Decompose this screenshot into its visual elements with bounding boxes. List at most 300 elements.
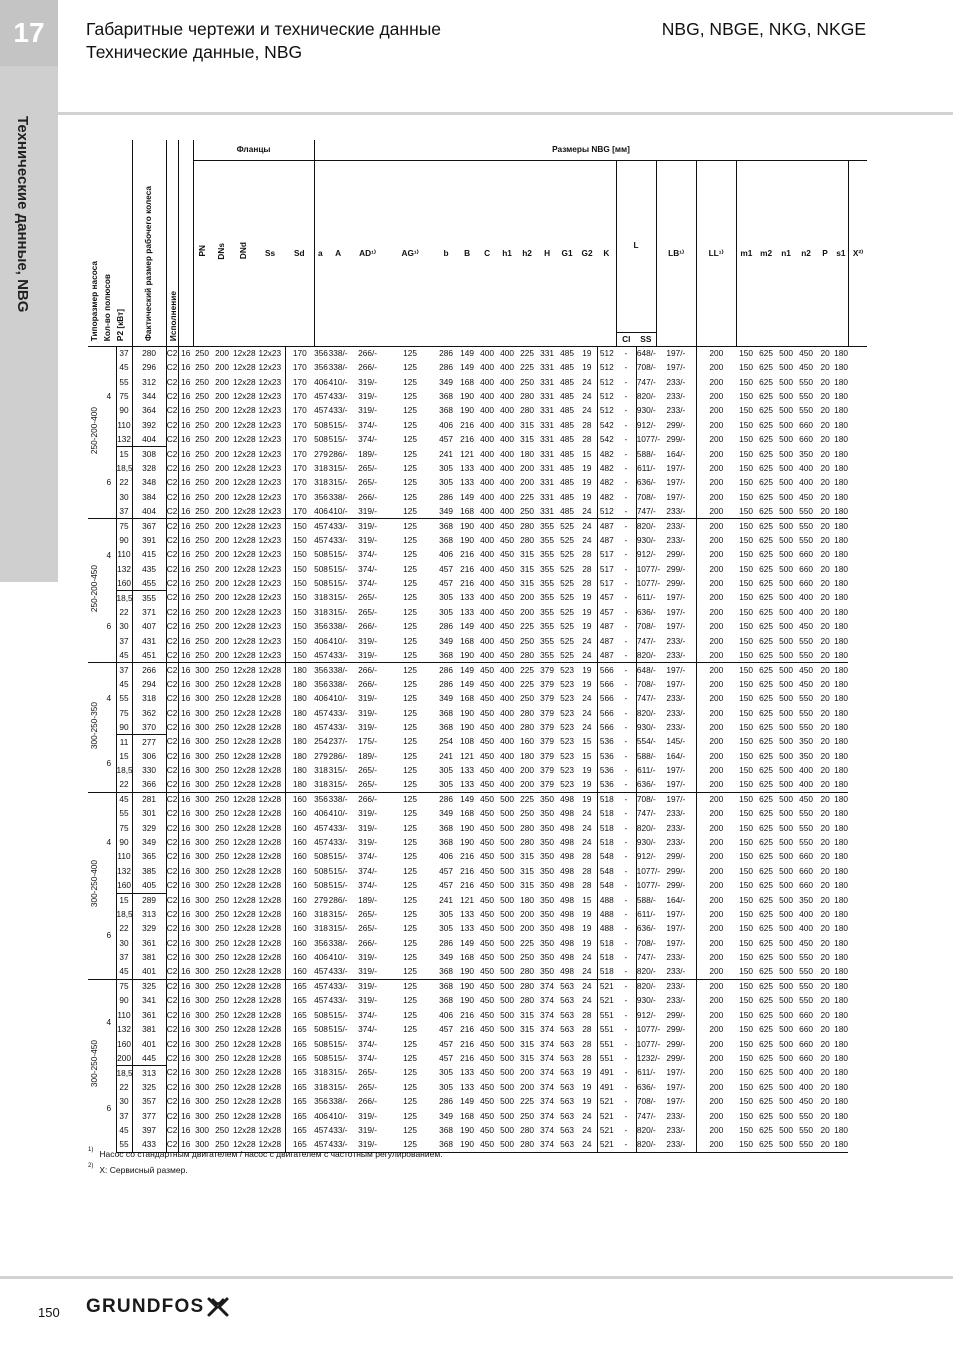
table-cell: 45 (116, 677, 132, 691)
table-cell: 930/- (636, 835, 656, 849)
table-cell: 300 (195, 822, 209, 833)
table-cell: 12x28 (233, 534, 256, 545)
table-cell: 299/- (666, 1024, 686, 1035)
table-cell: 344 (132, 389, 166, 403)
table-cell: 12x28 (233, 376, 256, 387)
footnote-2: $^{2)}$ X: Сервисный размер. (88, 1162, 188, 1175)
table-cell: 250 (215, 1110, 229, 1121)
table-cell: - (624, 909, 628, 920)
table-cell: 250 (195, 419, 209, 430)
table-cell: C2 (166, 692, 178, 706)
table-cell: 305 (439, 923, 453, 934)
table-cell: 508 (314, 434, 328, 445)
table-cell: C2 (166, 936, 178, 950)
table-cell: 180 (520, 894, 534, 905)
table-cell: 160 (285, 835, 314, 849)
table-cell: - (624, 505, 628, 516)
table-cell: 125 (403, 1110, 417, 1121)
table-cell: 315 (520, 563, 534, 574)
table-cell: 410/- (328, 376, 348, 387)
table-cell: 19 (577, 792, 597, 806)
table-cell: 457 (439, 578, 453, 589)
table-cell: 133 (460, 923, 474, 934)
table-cell: 150 (285, 620, 314, 634)
table-cell: 508 (314, 578, 328, 589)
table-cell: 820/- (636, 648, 656, 662)
table-cell: 20 (820, 837, 830, 848)
table-cell: 356 (314, 663, 326, 677)
table-cell: 450 (480, 808, 494, 819)
table-cell: 368 (435, 1138, 457, 1152)
table-cell: 281 (132, 792, 166, 806)
table-cell: 512 (597, 346, 616, 360)
table-cell: 508 (314, 1052, 328, 1063)
table-cell: 12x28 (233, 578, 256, 589)
table-cell: 374/- (358, 865, 378, 876)
table-cell: 12x28 (233, 477, 256, 488)
table-cell: 498 (560, 822, 574, 833)
table-cell: 450 (480, 923, 494, 934)
table-cell: - (624, 1024, 628, 1035)
table-cell: - (624, 880, 628, 891)
table-cell: 500 (779, 923, 793, 934)
table-cell: 12x28 (233, 434, 256, 445)
footer-rule (0, 1276, 953, 1279)
table-row (88, 418, 867, 432)
table-cell: 200 (696, 879, 736, 893)
table-row (88, 1123, 867, 1137)
table-cell: 450 (480, 1038, 494, 1049)
table-cell: 15 (116, 893, 132, 907)
table-cell: 12x28 (233, 952, 256, 963)
table-cell: 300 (195, 851, 209, 862)
table-cell: 197/- (666, 678, 686, 689)
table-cell: 200 (696, 951, 736, 965)
table-cell: 500 (779, 693, 793, 704)
table-cell: 180 (834, 1038, 848, 1049)
table-cell: 22 (116, 476, 132, 490)
table-cell: - (624, 534, 628, 545)
table-cell: 305 (439, 1067, 453, 1078)
table-cell: 18,5 (116, 1066, 132, 1080)
table-cell: 12x23 (258, 362, 282, 373)
table-cell: 518 (597, 936, 616, 950)
table-cell: 180 (834, 534, 848, 545)
table-cell: 180 (834, 822, 848, 833)
header-col-9: H (537, 160, 557, 346)
table-cell: C2 (166, 548, 178, 562)
table-cell: 125 (403, 707, 417, 718)
table-cell: 355 (540, 606, 554, 617)
table-row (88, 1051, 867, 1065)
table-cell: 400 (799, 779, 813, 790)
table-cell: 16 (178, 447, 193, 461)
table-cell: 508 (314, 851, 328, 862)
table-cell: C2 (166, 720, 178, 734)
table-cell: 625 (759, 419, 773, 430)
table-cell: 747/- (636, 692, 656, 706)
header-L: L (616, 160, 656, 332)
table-cell: 588/- (636, 893, 656, 907)
table-cell: 19 (582, 606, 592, 617)
table-cell: 265/- (358, 606, 378, 617)
table-cell: 500 (779, 822, 793, 833)
table-row (88, 1037, 867, 1051)
table-cell: 450 (480, 1009, 494, 1020)
table-cell: 500 (779, 851, 793, 862)
table-cell: 200 (696, 404, 736, 418)
table-cell: 536 (597, 764, 616, 778)
table-cell: 197/- (666, 1067, 686, 1078)
table-row (88, 663, 867, 677)
table-cell: 12x23 (255, 346, 285, 360)
table-cell: 12x28 (233, 808, 256, 819)
table-cell: 450 (799, 621, 813, 632)
table-cell: C2 (166, 1138, 178, 1152)
header-col-6: C (477, 160, 497, 346)
table-cell: 450 (796, 663, 816, 677)
table-cell: 125 (385, 346, 435, 360)
table-cell: 180 (834, 419, 848, 430)
table-cell: 500 (500, 1038, 514, 1049)
table-cell: 550 (799, 721, 813, 732)
table-cell: 28 (582, 578, 592, 589)
table-cell: 133 (460, 1081, 474, 1092)
table-cell: 15 (582, 448, 592, 459)
table-cell: 200 (211, 519, 233, 533)
table-cell: 165 (285, 1123, 314, 1137)
table-cell: - (624, 592, 628, 603)
table-cell: 660 (799, 563, 813, 574)
table-cell: 150 (285, 576, 314, 590)
table-cell: 19 (582, 491, 592, 502)
table-cell: 16 (178, 375, 193, 389)
table-cell: 300 (193, 979, 211, 993)
table-cell: 110 (116, 1008, 132, 1022)
table-cell: 820/- (636, 1123, 656, 1137)
table-cell: - (624, 462, 628, 473)
table-cell: 450 (480, 736, 494, 747)
table-cell: 500 (500, 1024, 514, 1035)
table-cell: 160 (116, 576, 132, 590)
table-cell: 305 (439, 592, 453, 603)
table-cell: 318 (314, 779, 328, 790)
table-row (88, 576, 867, 590)
table-cell: 22 (116, 605, 132, 619)
table-cell: 216 (460, 1052, 474, 1063)
table-cell: 165 (285, 1109, 314, 1123)
table-cell: 28 (582, 1038, 592, 1049)
table-row (88, 1008, 867, 1022)
table-cell: 374 (540, 1024, 554, 1035)
table-cell: 160 (285, 850, 314, 864)
table-cell: 400 (500, 376, 514, 387)
table-cell: 563 (560, 1038, 574, 1049)
table-cell: 400 (500, 678, 514, 689)
table-cell: 457 (314, 1124, 328, 1135)
table-cell: 445 (132, 1051, 166, 1065)
table-cell: 200 (696, 605, 736, 619)
table-cell: 625 (756, 346, 776, 360)
table-cell: 279 (314, 894, 328, 905)
table-cell: 338/- (328, 1096, 348, 1107)
table-cell: 512 (597, 404, 616, 418)
table-cell: 180 (834, 894, 848, 905)
table-cell: 200 (215, 606, 229, 617)
table-cell: 241 (439, 750, 453, 761)
table-cell: 588/- (636, 749, 656, 763)
table-cell: 315 (520, 1038, 534, 1049)
table-cell: 500 (779, 606, 793, 617)
table-cell: 374 (537, 1138, 557, 1152)
table-cell: 265/- (358, 909, 378, 920)
table-cell: 550 (799, 822, 813, 833)
table-cell: 165 (285, 1008, 314, 1022)
table-cell: 747/- (636, 951, 656, 965)
table-cell: 457 (314, 405, 328, 416)
table-cell: 313 (132, 1066, 166, 1080)
table-cell: 548 (597, 864, 616, 878)
table-cell: 200 (520, 909, 534, 920)
table-row (88, 706, 867, 720)
table-cell: 125 (403, 837, 417, 848)
table-cell: 625 (759, 491, 773, 502)
table-cell: - (624, 405, 628, 416)
table-cell: 660 (799, 1009, 813, 1020)
page-subtitle: Технические данные, NBG (86, 42, 303, 62)
table-cell: C2 (166, 433, 178, 447)
table-cell: 400 (799, 909, 813, 920)
table-cell: 660 (799, 1024, 813, 1035)
table-cell: 12x23 (258, 434, 282, 445)
table-cell: 16 (178, 404, 193, 418)
table-cell: 930/- (636, 994, 656, 1008)
table-cell: 500 (779, 1067, 793, 1078)
header-dns (211, 160, 233, 346)
table-cell: 180 (834, 966, 848, 977)
table-cell: 168 (460, 808, 474, 819)
table-cell: 300 (195, 1024, 209, 1035)
table-cell: 180 (834, 649, 848, 660)
table-cell: 350 (540, 937, 554, 948)
header-col-7: h1 (497, 160, 517, 346)
table-cell: 500 (779, 376, 793, 387)
table-cell: 150 (739, 1110, 753, 1121)
table-cell: - (624, 434, 628, 445)
table-cell: C2 (166, 620, 178, 634)
table-cell: 19 (582, 477, 592, 488)
table-cell: 12x28 (233, 419, 256, 430)
table-cell: 450 (480, 678, 494, 689)
table-cell: 12x28 (233, 606, 256, 617)
table-cell: 500 (776, 519, 796, 533)
table-cell: 24 (582, 635, 592, 646)
page-number: 150 (38, 1305, 60, 1320)
table-cell: 318 (314, 765, 328, 776)
table-cell: 19 (582, 462, 592, 473)
table-cell: 16 (178, 1095, 193, 1109)
table-cell: 18,5 (116, 907, 132, 921)
table-cell: 318 (314, 1081, 328, 1092)
header-col-19: n1 (776, 160, 796, 346)
table-cell: 20 (820, 923, 830, 934)
table-cell: 12x23 (258, 419, 282, 430)
table-cell: 300 (195, 1081, 209, 1092)
table-cell: 254 (439, 736, 453, 747)
table-cell: 299/- (666, 419, 686, 430)
table-cell: 660 (799, 851, 813, 862)
table-cell: 331 (540, 376, 554, 387)
table-cell: 400 (480, 578, 494, 589)
table-cell: 12x28 (258, 736, 282, 747)
table-cell: 125 (403, 649, 417, 660)
table-cell: 200 (696, 792, 736, 806)
table-cell: 16 (178, 461, 193, 475)
table-cell: 200 (520, 462, 534, 473)
table-cell: 24 (582, 837, 592, 848)
table-cell: 200 (696, 591, 736, 605)
table-cell: 400 (500, 693, 514, 704)
table-cell: 280 (517, 1138, 537, 1152)
table-cell: 625 (759, 1081, 773, 1092)
table-cell: 368 (439, 649, 453, 660)
table-cell: 16 (178, 720, 193, 734)
table-cell: 625 (759, 649, 773, 660)
table-cell: 300 (195, 1009, 209, 1020)
table-cell: 625 (759, 1096, 773, 1107)
table-cell: 190 (457, 1138, 477, 1152)
table-cell: 521 (597, 1138, 616, 1152)
table-cell: 200 (696, 735, 736, 749)
table-cell: 200 (696, 505, 736, 519)
table-cell: 400 (500, 405, 514, 416)
table-cell: 75 (116, 979, 132, 993)
table-cell: 125 (403, 606, 417, 617)
table-cell: 433/- (328, 649, 348, 660)
table-cell: 28 (582, 549, 592, 560)
table-cell: 180 (285, 749, 314, 763)
table-cell: C2 (166, 648, 178, 662)
header-col-4: b (435, 160, 457, 346)
table-cell: 315/- (328, 909, 348, 920)
table-cell: 319/- (358, 534, 378, 545)
table-cell: 551 (597, 1037, 616, 1051)
table-cell: 12x28 (233, 1052, 256, 1063)
table-cell: 200 (696, 979, 736, 993)
table-cell: 16 (178, 922, 193, 936)
table-cell: 190 (460, 995, 474, 1006)
table-cell: 160 (116, 1037, 132, 1051)
table-cell: 636/- (636, 1080, 656, 1094)
table-cell: 485 (557, 346, 577, 360)
table-cell: 12x28 (258, 779, 282, 790)
table-body (88, 346, 867, 1152)
table-cell: 488 (597, 907, 616, 921)
table-cell: 563 (557, 1138, 577, 1152)
table-cell: 498 (560, 909, 574, 920)
table-cell: 400 (480, 505, 494, 516)
table-cell: 338/- (328, 937, 348, 948)
table-cell: 250 (195, 434, 209, 445)
table-cell: 250 (215, 1124, 229, 1135)
header-col-11: G2 (577, 160, 597, 346)
table-cell: 233/- (666, 1124, 686, 1135)
table-cell: 500 (779, 880, 793, 891)
table-cell: 16 (178, 821, 193, 835)
table-cell: 400 (500, 419, 514, 430)
table-cell: 457 (439, 1038, 453, 1049)
table-cell: 542 (597, 418, 616, 432)
table-cell: 233/- (656, 519, 696, 533)
table-cell: 200 (696, 1095, 736, 1109)
table-cell: C2 (166, 879, 178, 893)
table-cell: 515/- (328, 1024, 348, 1035)
table-cell: 300 (195, 707, 209, 718)
table-cell: 180 (834, 635, 848, 646)
table-row (88, 361, 867, 375)
pump-type-label: 300-250-450 (89, 1040, 100, 1088)
header-col-23: X²⁾ (848, 160, 867, 346)
table-cell: 200 (215, 563, 229, 574)
table-cell: 536 (597, 735, 616, 749)
table-cell: 149 (460, 621, 474, 632)
table-cell: 180 (834, 1081, 848, 1092)
table-cell: 319/- (358, 808, 378, 819)
table-cell: 457 (439, 563, 453, 574)
table-cell: 200 (520, 923, 534, 934)
header-pn (193, 160, 211, 346)
table-cell: 24 (582, 995, 592, 1006)
table-cell: 625 (756, 519, 776, 533)
table-cell: 400 (480, 563, 494, 574)
table-cell: 250 (215, 894, 229, 905)
table-cell: C2 (166, 778, 178, 792)
table-cell: 150 (739, 362, 753, 373)
table-cell: 180 (834, 376, 848, 387)
table-cell: 12x28 (233, 1038, 256, 1049)
table-cell: 450 (480, 693, 494, 704)
table-cell: C2 (166, 850, 178, 864)
table-cell: 625 (759, 390, 773, 401)
table-cell: 433/- (328, 1124, 348, 1135)
table-cell: 433/- (326, 1138, 350, 1152)
table-cell: 150 (739, 448, 753, 459)
table-cell: 300 (195, 995, 209, 1006)
table-cell: 200 (215, 405, 229, 416)
table-cell: 20 (820, 1124, 830, 1135)
table-cell: 20 (820, 534, 830, 545)
table-cell: 125 (403, 1009, 417, 1020)
table-cell: 450 (500, 606, 514, 617)
table-cell: 132 (116, 864, 132, 878)
table-cell: 12x28 (233, 707, 256, 718)
table-cell: 551 (597, 1008, 616, 1022)
table-cell: 289 (132, 893, 166, 907)
table-cell: 20 (820, 707, 830, 718)
table-row (88, 749, 867, 763)
table-cell: - (624, 606, 628, 617)
table-cell: 12x28 (255, 979, 285, 993)
table-cell: 150 (739, 865, 753, 876)
table-cell: 319/- (358, 390, 378, 401)
table-cell: 12x28 (233, 519, 255, 533)
table-cell: 190 (460, 822, 474, 833)
table-cell: 12x28 (233, 663, 255, 677)
table-cell: 508 (314, 880, 328, 891)
table-cell: 300 (195, 678, 209, 689)
table-cell: 200 (696, 461, 736, 475)
table-cell: 308 (132, 447, 166, 461)
